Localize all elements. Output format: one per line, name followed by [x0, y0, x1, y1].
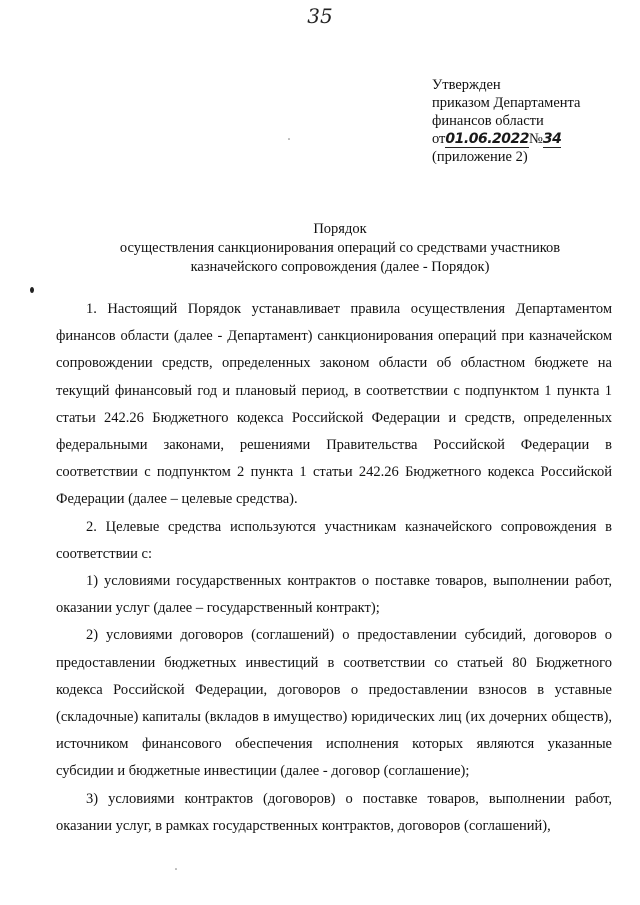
date-prefix: от — [432, 131, 446, 147]
title-line-2: осуществления санкционирования операций со средствами участников — [119, 240, 561, 256]
approval-line-date — [432, 130, 632, 148]
ink-speck — [30, 287, 34, 293]
title-line-3: казначейского сопровождения (далее - Порядок) — [190, 259, 490, 275]
approval-line-approved: Утвержден — [432, 77, 501, 93]
paragraph-2: 2. Целевые средства используются участникам казначейского сопровождения в соответствии с: — [56, 518, 612, 562]
approval-line-appendix: (приложение 2) — [432, 149, 528, 165]
handwritten-date: 01.06.2022 — [445, 131, 529, 147]
approval-block — [432, 76, 632, 166]
approval-line-department: финансов области — [432, 113, 544, 129]
paragraph-1: 1. Настоящий Порядок устанавливает правила осуществления Департаментом финансов области (далее - Департамент) санкционирования операций при казначейском сопровождении средств, определенных законом области об областном бюджете на текущий финансовый год и плановый период, в соответствии с подпунктом 1 пункта 1 статьи 242.26 Бюджетного кодекса Российской Федерации и средств, определенных федеральными законами, решениями Правительства Российской Федерации в соответствии с подпунктом 2 пункта 1 статьи 242.26 Бюджетного кодекса Российской Федерации (далее – целевые средства). — [56, 301, 612, 508]
approval-line-order: приказом Департамента — [432, 95, 581, 111]
dust-speck — [288, 138, 290, 140]
page-number: 35 — [307, 4, 333, 28]
paragraph-2-item-3: 3) условиями контрактов (договоров) о поставке товаров, выполнении работ, оказании услуг, в рамках государственных контрактов, договоров (соглашений), — [56, 790, 612, 834]
title-line-1: Порядок — [313, 221, 367, 237]
document-title — [70, 220, 610, 277]
number-prefix: № — [528, 131, 543, 147]
document-body — [56, 296, 612, 840]
handwritten-number: 34 — [542, 131, 562, 147]
paragraph-2-item-1: 1) условиями государственных контрактов о поставке товаров, выполнении работ, оказании услуг (далее – государственный контракт); — [56, 573, 612, 617]
paragraph-2-item-2: 2) условиями договоров (соглашений) о предоставлении субсидий, договоров о предоставлении бюджетных инвестиций в соответствии со статьей 80 Бюджетного кодекса Российской Федерации, договоров о предоставлении взносов в уставные (складочные) капиталы (вкладов в имущество) юридических лиц (их дочерних обществ), источником финансового обеспечения исполнения которых являются указанные субсидии и бюджетные инвестиции (далее - договор (соглашение); — [56, 627, 612, 780]
dust-speck — [175, 868, 177, 870]
